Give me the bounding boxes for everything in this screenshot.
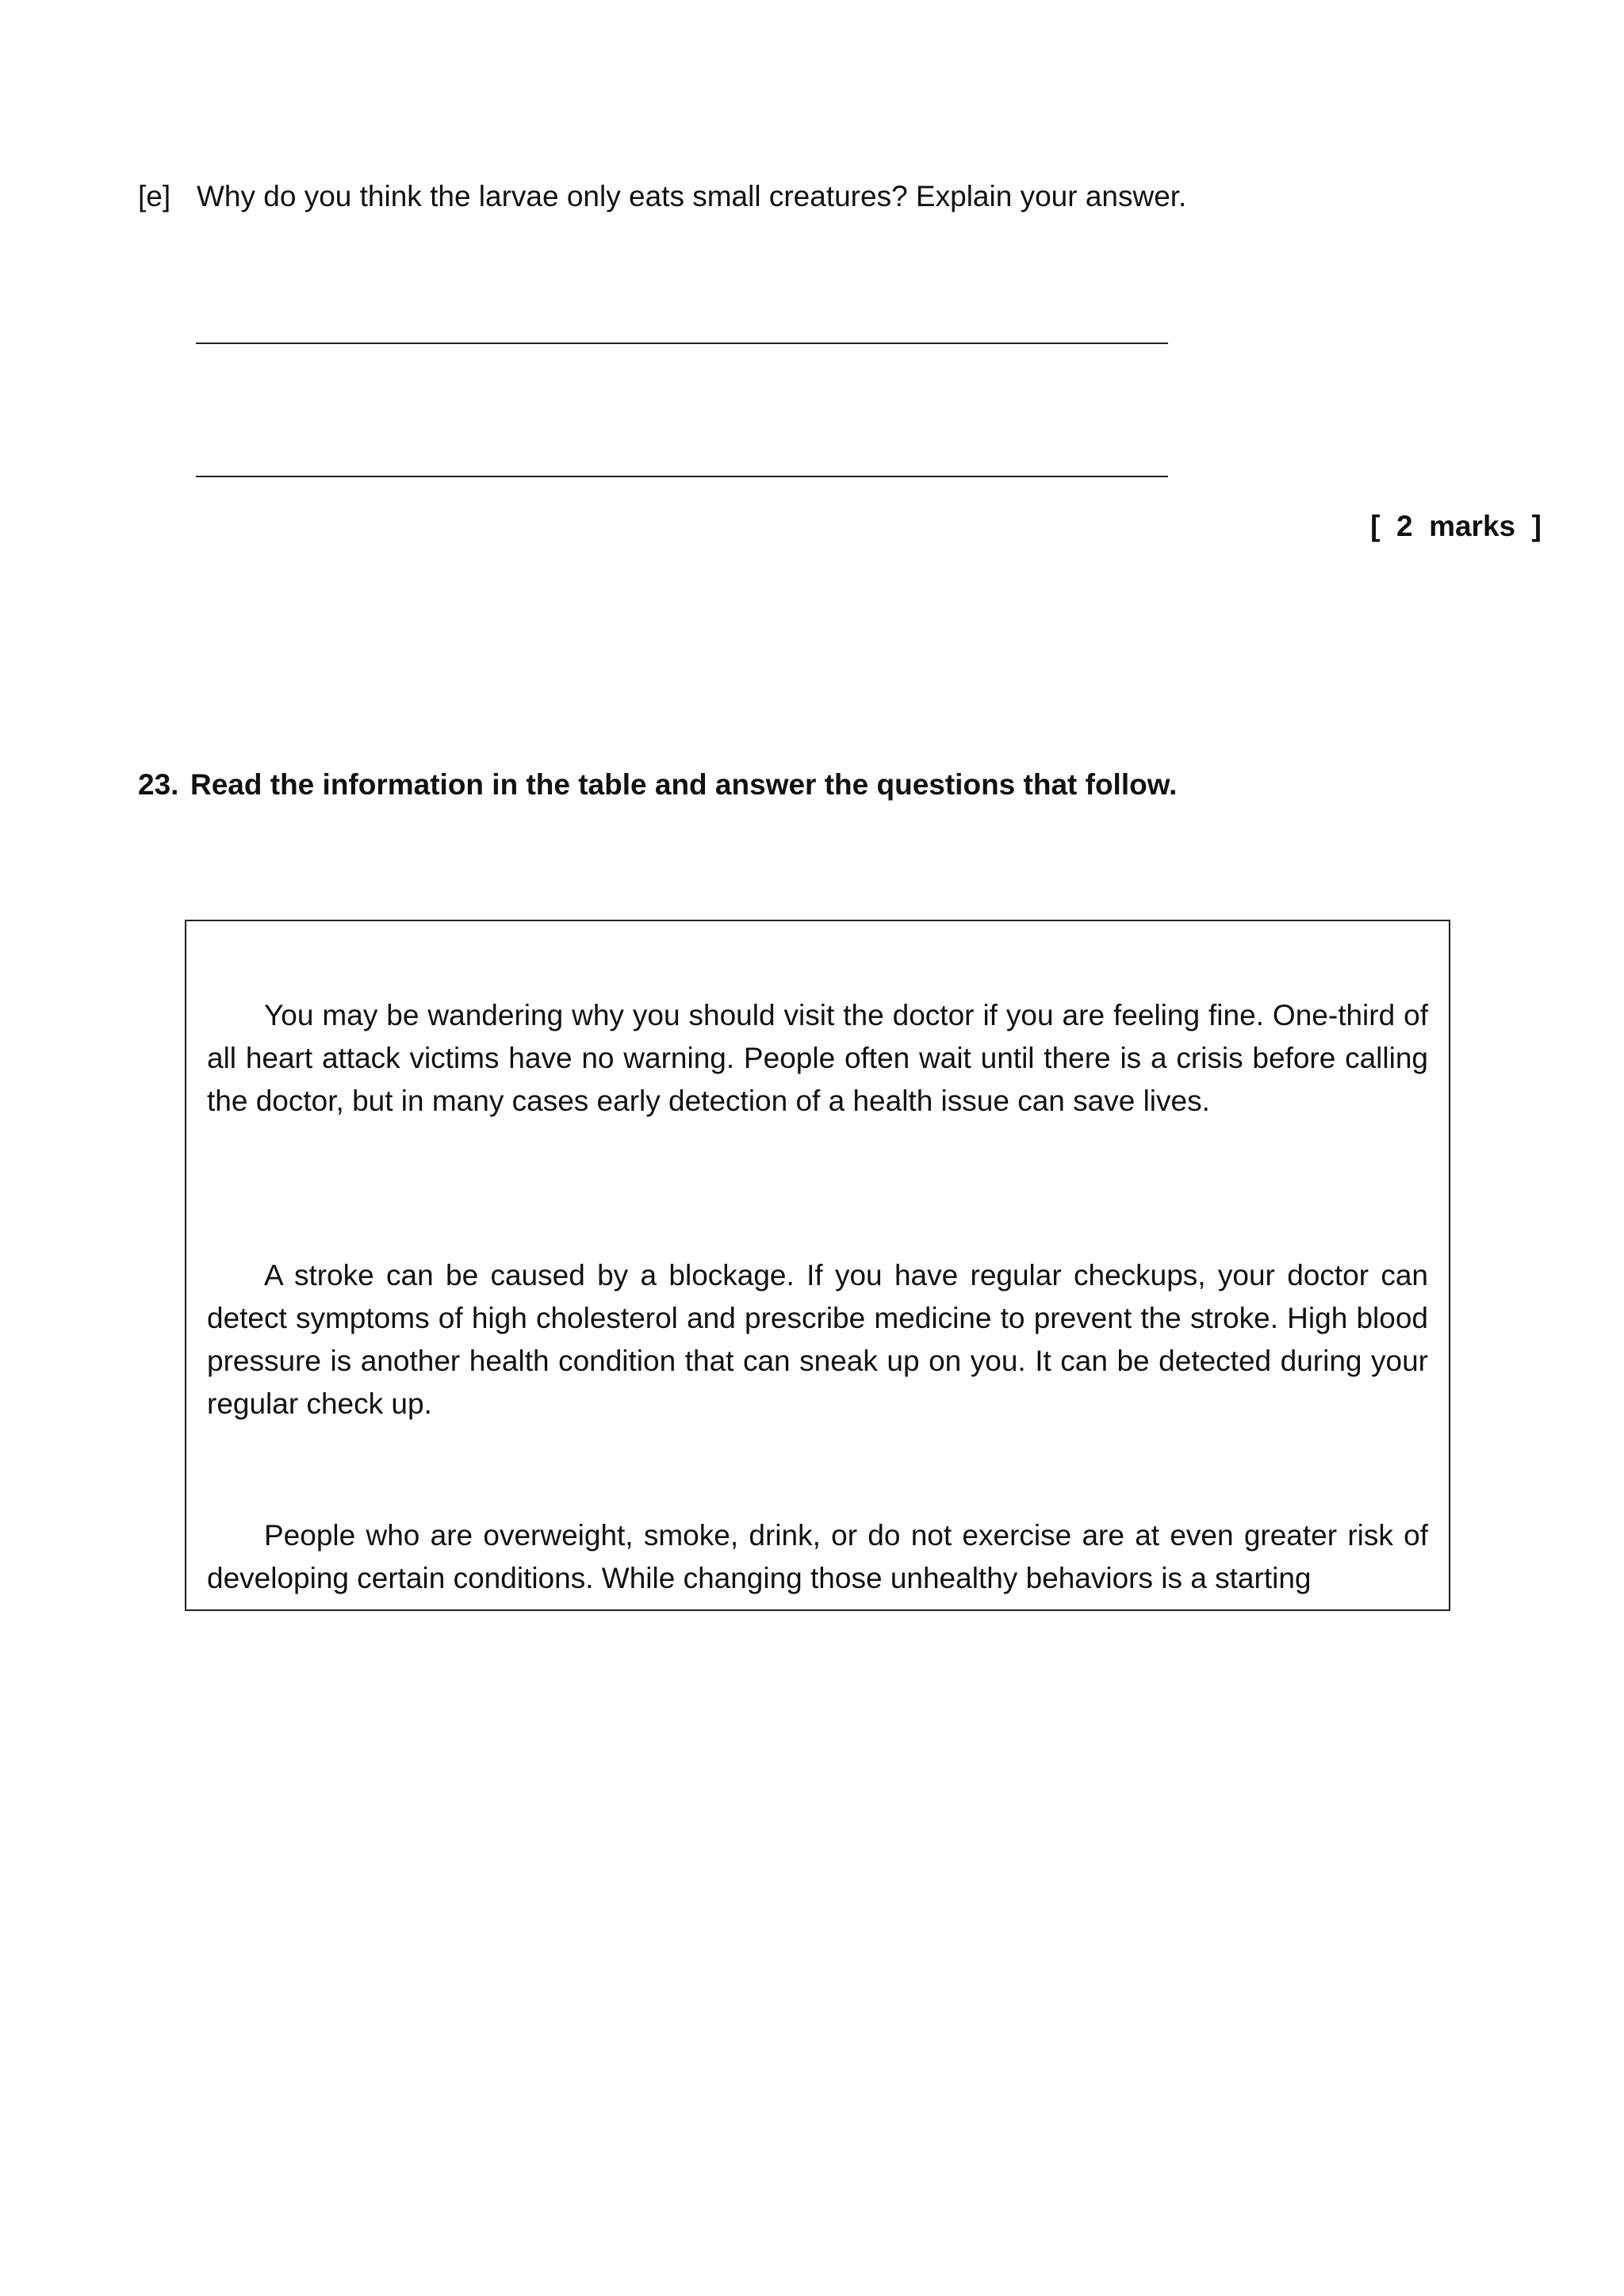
question-e-label: [e] <box>138 180 171 212</box>
info-box <box>185 920 1450 1611</box>
info-paragraph-1: You may be wandering why you should visit the doctor if you are feeling fine. One-third of all heart attack victims have no warning. People often wait until there is a crisis before calling the doctor, but in many cases early detection of a health issue can save lives. <box>207 999 1428 1117</box>
answer-line-2[interactable] <box>196 476 1168 477</box>
question-23-text: Read the information in the table and answer the questions that follow. <box>190 768 1178 801</box>
question-23-number: 23. <box>138 768 179 801</box>
marks-label: [ 2 marks ] <box>1370 510 1542 542</box>
question-e <box>138 178 1186 216</box>
question-e-text: Why do you think the larvae only eats small creatures? Explain your answer. <box>197 180 1187 212</box>
info-paragraph-2: A stroke can be caused by a blockage. If you have regular checkups, your doctor can detect symptoms of high cholesterol and prescribe medicine to prevent the stroke. High blood pressure is another health condition that can sneak up on you. It can be detected during your regular check up. <box>207 1259 1428 1420</box>
question-23 <box>138 766 1177 804</box>
answer-line-1[interactable] <box>196 342 1168 344</box>
info-paragraph-3: People who are overweight, smoke, drink, or do not exercise are at even greater risk of developing certain conditions. While changing those unhealthy behaviors is a starting <box>207 1519 1428 1594</box>
